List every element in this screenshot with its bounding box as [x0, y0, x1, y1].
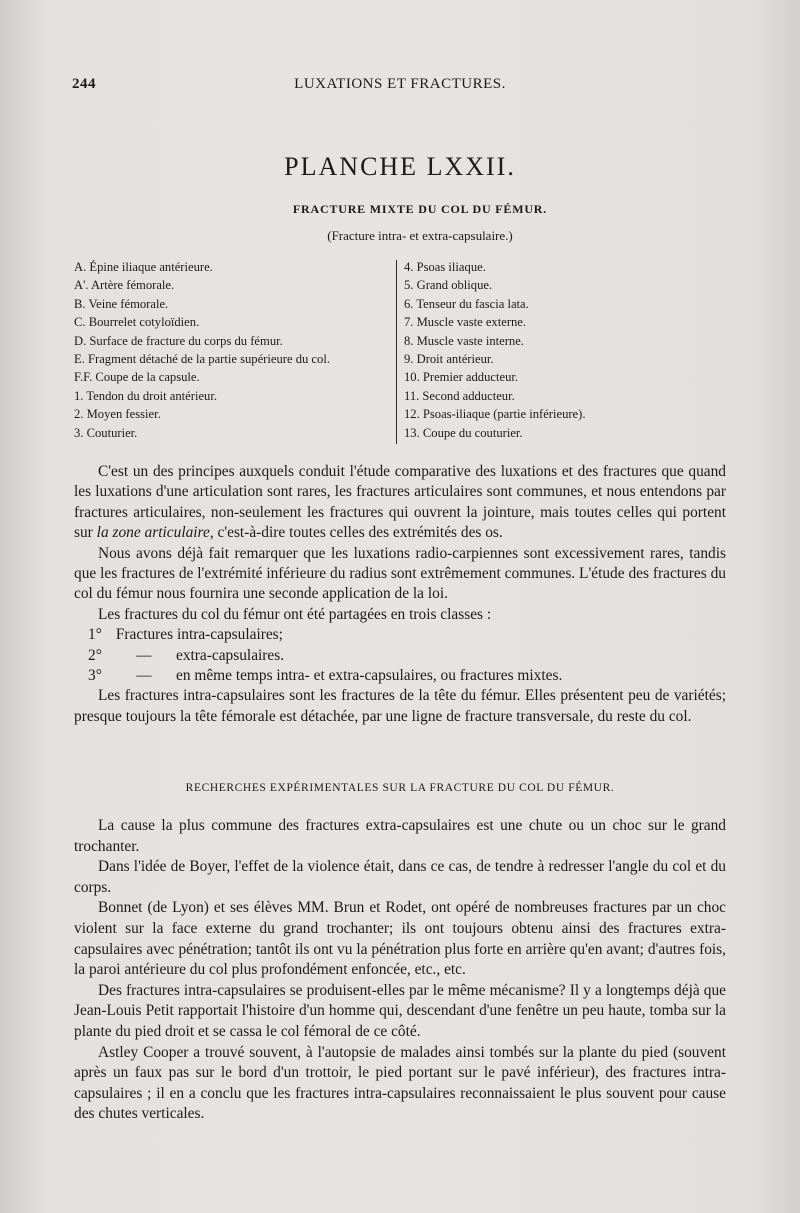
- legend-item: 10. Premier adducteur.: [404, 370, 519, 385]
- paragraph-text: , c'est-à-dire toutes celles des extrémités des os.: [209, 524, 503, 542]
- legend-item: 11. Second adducteur.: [404, 388, 515, 403]
- paragraph: Les fractures intra-capsulaires sont les fractures de la tête du fémur. Elles présentent peu de variétés; presque toujours la tête fémorale est détachée, par une ligne de fracture transversale, du reste du col.: [74, 687, 726, 725]
- legend-item: E. Fragment détaché de la partie supérieure du col.: [74, 352, 330, 367]
- legend-item: A. Épine iliaque antérieure.: [74, 260, 213, 274]
- legend-item: 3. Couturier.: [74, 425, 138, 440]
- list-text: extra-capsulaires.: [176, 646, 285, 664]
- section-heading: RECHERCHES EXPÉRIMENTALES SUR LA FRACTURE DU COL DU FÉMUR.: [185, 782, 615, 794]
- legend-item: B. Veine fémorale.: [74, 296, 169, 311]
- figure-legend: [74, 258, 734, 446]
- legend-item: 9. Droit antérieur.: [404, 352, 494, 367]
- paragraph: Des fractures intra-capsulaires se produisent-elles par le même mécanisme? Il y a longtemps déjà que Jean-Louis Petit rapportait l'histoire d'un homme qui, descendant d'une fenêtre un peu haute, tomba sur la plante du pied droit et se cassa le col fémoral de ce côté.: [74, 981, 726, 1040]
- page-number: 244: [72, 76, 96, 92]
- list-text: Fractures intra-capsulaires;: [115, 626, 283, 644]
- legend-item: 5. Grand oblique.: [404, 278, 493, 293]
- paragraph: Astley Cooper a trouvé souvent, à l'autopsie de malades ainsi tombés sur la plante du pied (souvent après un faux pas sur le bord d'un trottoir, le pied portant sur le pavé inférieur), des fractures intra-capsulaires ; il en a conclu que les fractures intra-capsulaires reconnaissaient le plus souvent pour cause des chutes verticales.: [74, 1043, 726, 1123]
- list-item: [74, 625, 726, 645]
- legend-item: 8. Muscle vaste interne.: [404, 333, 524, 348]
- plate-subsubtitle: (Fracture intra- et extra-capsulaire.): [327, 228, 513, 243]
- paragraph: Dans l'idée de Boyer, l'effet de la violence était, dans ce cas, de tendre à redresser l'angle du col et du corps.: [74, 858, 726, 896]
- list-dash: —: [136, 667, 152, 685]
- legend-item: D. Surface de fracture du corps du fémur.: [74, 333, 283, 348]
- legend-item: 7. Muscle vaste externe.: [404, 315, 527, 330]
- section-intro: [74, 462, 726, 727]
- list-number: 3°: [88, 667, 102, 685]
- list-text: en même temps intra- et extra-capsulaires, ou fractures mixtes.: [176, 667, 563, 685]
- list-number: 1°: [88, 626, 102, 644]
- list-item: [74, 666, 726, 686]
- paragraph: [74, 462, 726, 544]
- paragraph: La cause la plus commune des fractures extra-capsulaires est une chute ou un choc sur le grand trochanter.: [74, 817, 726, 855]
- paragraph: Les fractures du col du fémur ont été partagées en trois classes :: [98, 605, 492, 623]
- paragraph: Nous avons déjà fait remarquer que les luxations radio-carpiennes sont excessivement rares, tandis que les fractures de l'extrémité inférieure du radius sont extrêmement communes. L'étude des fractures du col du fémur nous fournira une seconde application de la loi.: [74, 544, 726, 603]
- legend-divider: [396, 260, 397, 444]
- legend-item: 6. Tenseur du fascia lata.: [404, 296, 529, 311]
- section-experimental: [74, 816, 726, 1125]
- legend-right-column: [404, 258, 734, 442]
- list-dash: —: [136, 646, 152, 664]
- list-number: 2°: [88, 646, 102, 664]
- legend-item: 4. Psoas iliaque.: [404, 260, 486, 274]
- paragraph: Bonnet (de Lyon) et ses élèves MM. Brun et Rodet, ont opéré de nombreuses fractures par un choc violent sur la face externe du grand trochanter; ils ont toujours obtenu ainsi des fractures extra-capsulaires avec pénétration; tantôt ils ont vu la pénétration plus forte en arrière qu'en avant; d'autres fois, la paroi antérieure du col plus profondément enfoncée, etc., etc.: [74, 899, 726, 979]
- paragraph-text: C'est un des principes auxquels conduit l'étude comparative des luxations et des fractures que quand les luxations d'une articulation sont rares, les fractures articulaires sont communes, et nous entendons par fractures articulaires, non-seulement les fractures qui ouvrent la jointure, mais toutes celles qui portent sur: [74, 463, 726, 542]
- legend-item: 12. Psoas-iliaque (partie inférieure).: [404, 407, 586, 422]
- running-title: LUXATIONS ET FRACTURES.: [294, 76, 506, 92]
- italic-phrase: la zone articulaire: [96, 524, 210, 542]
- plate-subtitle: FRACTURE MIXTE DU COL DU FÉMUR.: [292, 202, 548, 216]
- legend-item: 13. Coupe du couturier.: [404, 425, 523, 440]
- legend-left-column: [74, 258, 394, 442]
- plate-title: PLANCHE LXXII.: [284, 152, 516, 181]
- legend-item: A'. Artère fémorale.: [74, 278, 175, 293]
- legend-item: 2. Moyen fessier.: [74, 407, 161, 422]
- running-header: [72, 76, 728, 100]
- legend-item: C. Bourrelet cotyloïdien.: [74, 315, 200, 330]
- legend-item: F.F. Coupe de la capsule.: [74, 370, 200, 385]
- list-item: [74, 646, 726, 666]
- legend-item: 1. Tendon du droit antérieur.: [74, 388, 217, 403]
